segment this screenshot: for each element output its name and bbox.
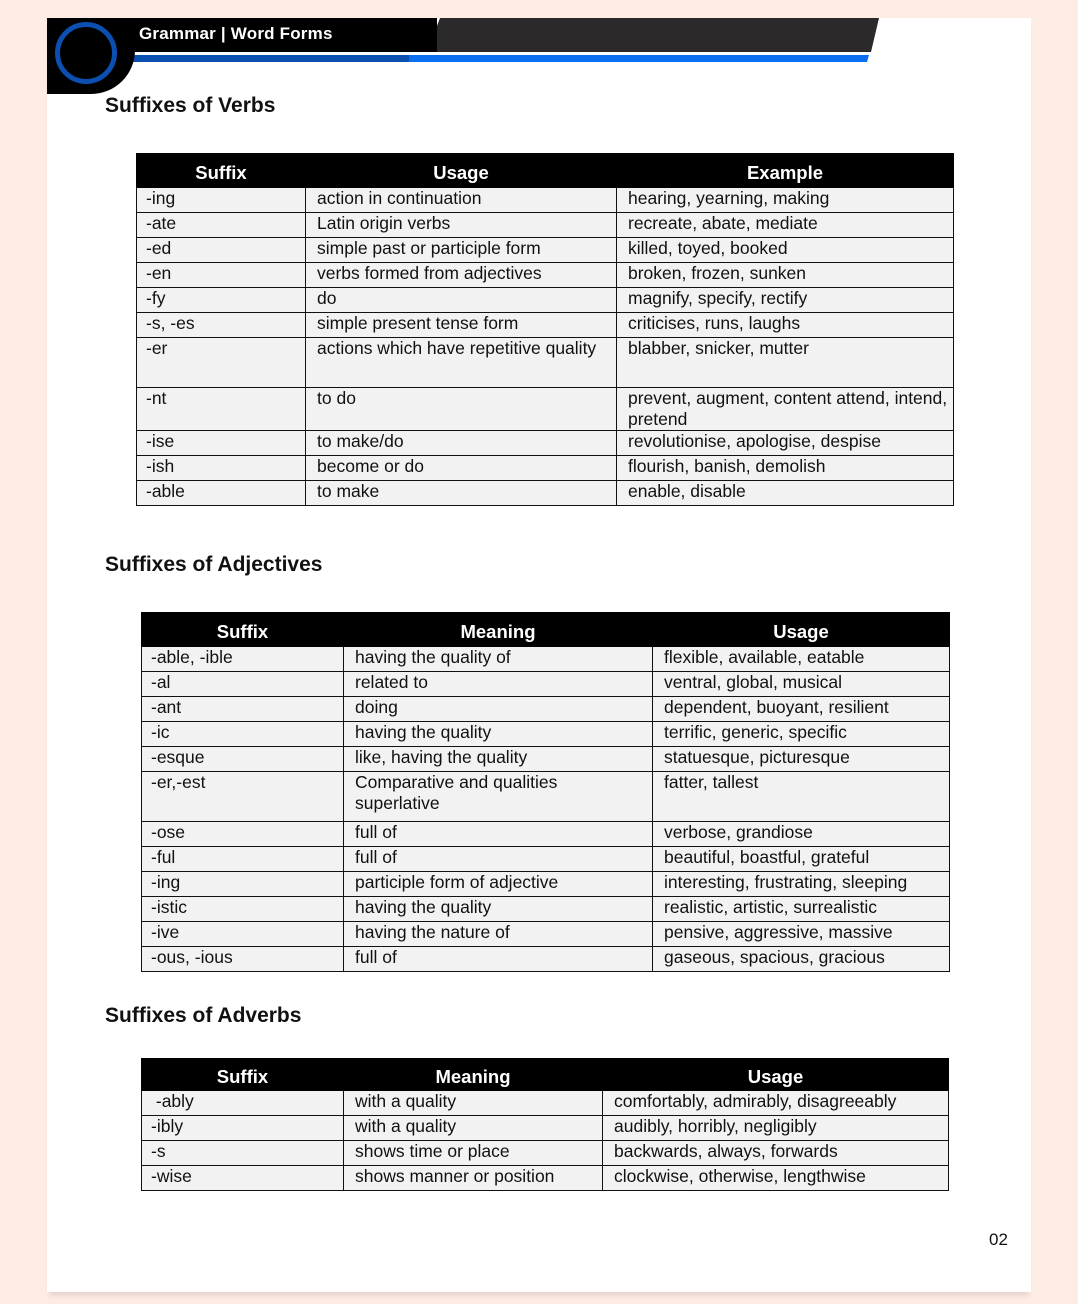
suffix-cell: -er	[137, 338, 306, 388]
table-row	[142, 1141, 949, 1166]
usage-cell: beautiful, boastful, grateful	[653, 847, 950, 872]
document-page	[47, 18, 1031, 1292]
example-cell: blabber, snicker, mutter	[617, 338, 954, 388]
table-row	[137, 456, 954, 481]
usage-cell: audibly, horribly, negligibly	[603, 1116, 949, 1141]
usage-cell: gaseous, spacious, gracious	[653, 947, 950, 972]
suffix-cell: -wise	[142, 1166, 344, 1191]
suffix-cell: -ic	[142, 722, 344, 747]
column-header-meaning: Meaning	[344, 1059, 603, 1091]
meaning-cell: full of	[344, 847, 653, 872]
adjectives-section-title: Suffixes of Adjectives	[105, 553, 323, 576]
example-cell: criticises, runs, laughs	[617, 313, 954, 338]
suffix-cell: -ant	[142, 697, 344, 722]
meaning-cell: doing	[344, 697, 653, 722]
suffix-cell: -ed	[137, 238, 306, 263]
usage-cell: verbs formed from adjectives	[306, 263, 617, 288]
usage-cell: backwards, always, forwards	[603, 1141, 949, 1166]
meaning-cell: with a quality	[344, 1116, 603, 1141]
example-cell: recreate, abate, mediate	[617, 213, 954, 238]
table-row	[137, 238, 954, 263]
suffix-cell: -ous, -ious	[142, 947, 344, 972]
verbs-table	[136, 153, 954, 506]
suffix-cell: -istic	[142, 897, 344, 922]
table-row	[142, 897, 950, 922]
column-header-suffix: Suffix	[137, 154, 306, 188]
table-row	[137, 481, 954, 506]
column-header-meaning: Meaning	[344, 613, 653, 647]
usage-cell: interesting, frustrating, sleeping	[653, 872, 950, 897]
example-cell: flourish, banish, demolish	[617, 456, 954, 481]
meaning-cell: full of	[344, 947, 653, 972]
table-row	[137, 188, 954, 213]
banner-blue-dark-stripe	[129, 55, 409, 62]
table-row	[137, 313, 954, 338]
suffix-cell: -al	[142, 672, 344, 697]
header-title: Grammar | Word Forms	[139, 24, 333, 43]
suffix-cell: -ive	[142, 922, 344, 947]
usage-cell: flexible, available, eatable	[653, 647, 950, 672]
table-header-row	[142, 1059, 949, 1091]
usage-cell: to make	[306, 481, 617, 506]
suffix-cell: -ing	[142, 872, 344, 897]
suffix-cell: -ate	[137, 213, 306, 238]
page-number: 02	[989, 1230, 1008, 1249]
suffix-cell: -able, -ible	[142, 647, 344, 672]
usage-cell: terrific, generic, specific	[653, 722, 950, 747]
usage-cell: verbose, grandiose	[653, 822, 950, 847]
table-row	[142, 847, 950, 872]
suffix-cell: -esque	[142, 747, 344, 772]
meaning-cell: shows time or place	[344, 1141, 603, 1166]
meaning-cell: full of	[344, 822, 653, 847]
table-row	[142, 1116, 949, 1141]
usage-cell: fatter, tallest	[653, 772, 950, 822]
usage-cell: action in continuation	[306, 188, 617, 213]
meaning-cell: having the quality	[344, 722, 653, 747]
verbs-section-title: Suffixes of Verbs	[105, 94, 276, 117]
header-banner	[47, 18, 1031, 98]
suffix-cell: -fy	[137, 288, 306, 313]
suffix-cell: -able	[137, 481, 306, 506]
column-header-usage: Usage	[603, 1059, 949, 1091]
table-row	[137, 431, 954, 456]
suffix-cell: -ful	[142, 847, 344, 872]
table-row	[142, 922, 950, 947]
usage-cell: do	[306, 288, 617, 313]
table-row	[142, 697, 950, 722]
usage-cell: actions which have repetitive quality	[306, 338, 617, 388]
meaning-cell: related to	[344, 672, 653, 697]
table-row	[142, 1091, 949, 1116]
column-header-suffix: Suffix	[142, 613, 344, 647]
suffix-cell: -nt	[137, 388, 306, 431]
table-row	[142, 1166, 949, 1191]
table-row	[137, 213, 954, 238]
example-cell: hearing, yearning, making	[617, 188, 954, 213]
usage-cell: pensive, aggressive, massive	[653, 922, 950, 947]
table-row	[142, 747, 950, 772]
column-header-usage: Usage	[653, 613, 950, 647]
meaning-cell: having the quality	[344, 897, 653, 922]
table-row	[142, 772, 950, 822]
usage-cell: comfortably, admirably, disagreeably	[603, 1091, 949, 1116]
table-row	[142, 647, 950, 672]
example-cell: enable, disable	[617, 481, 954, 506]
usage-cell: become or do	[306, 456, 617, 481]
suffix-cell: -ibly	[142, 1116, 344, 1141]
meaning-cell: with a quality	[344, 1091, 603, 1116]
adverbs-section-title: Suffixes of Adverbs	[105, 1004, 302, 1027]
meaning-cell: having the nature of	[344, 922, 653, 947]
circle-logo-icon	[55, 22, 117, 84]
usage-cell: simple past or participle form	[306, 238, 617, 263]
usage-cell: clockwise, otherwise, lengthwise	[603, 1166, 949, 1191]
suffix-cell: -s	[142, 1141, 344, 1166]
example-cell: killed, toyed, booked	[617, 238, 954, 263]
table-row	[137, 388, 954, 431]
suffix-cell: -ing	[137, 188, 306, 213]
table-row	[137, 263, 954, 288]
table-row	[142, 672, 950, 697]
suffix-cell: -ose	[142, 822, 344, 847]
table-row	[142, 947, 950, 972]
table-header-row	[142, 613, 950, 647]
usage-cell: to make/do	[306, 431, 617, 456]
suffix-cell: -s, -es	[137, 313, 306, 338]
table-row	[142, 822, 950, 847]
usage-cell: Latin origin verbs	[306, 213, 617, 238]
usage-cell: realistic, artistic, surrealistic	[653, 897, 950, 922]
usage-cell: to do	[306, 388, 617, 431]
example-cell: prevent, augment, content attend, intend, pretend	[617, 388, 954, 431]
suffix-cell: -ise	[137, 431, 306, 456]
usage-cell: ventral, global, musical	[653, 672, 950, 697]
meaning-cell: like, having the quality	[344, 747, 653, 772]
meaning-cell: Comparative and qualities superlative	[344, 772, 653, 822]
meaning-cell: participle form of adjective	[344, 872, 653, 897]
column-header-usage: Usage	[306, 154, 617, 188]
adverbs-table	[141, 1058, 949, 1191]
suffix-cell: -er,-est	[142, 772, 344, 822]
example-cell: magnify, specify, rectify	[617, 288, 954, 313]
table-row	[137, 288, 954, 313]
usage-cell: simple present tense form	[306, 313, 617, 338]
example-cell: revolutionise, apologise, despise	[617, 431, 954, 456]
table-row	[142, 722, 950, 747]
banner-dark-band	[427, 18, 879, 52]
suffix-cell: -ish	[137, 456, 306, 481]
usage-cell: dependent, buoyant, resilient	[653, 697, 950, 722]
table-row	[142, 872, 950, 897]
table-row	[137, 338, 954, 388]
suffix-cell: -en	[137, 263, 306, 288]
table-header-row	[137, 154, 954, 188]
meaning-cell: shows manner or position	[344, 1166, 603, 1191]
adjectives-table	[141, 612, 950, 972]
column-header-suffix: Suffix	[142, 1059, 344, 1091]
meaning-cell: having the quality of	[344, 647, 653, 672]
column-header-example: Example	[617, 154, 954, 188]
usage-cell: statuesque, picturesque	[653, 747, 950, 772]
example-cell: broken, frozen, sunken	[617, 263, 954, 288]
suffix-cell: -ably	[142, 1091, 344, 1116]
